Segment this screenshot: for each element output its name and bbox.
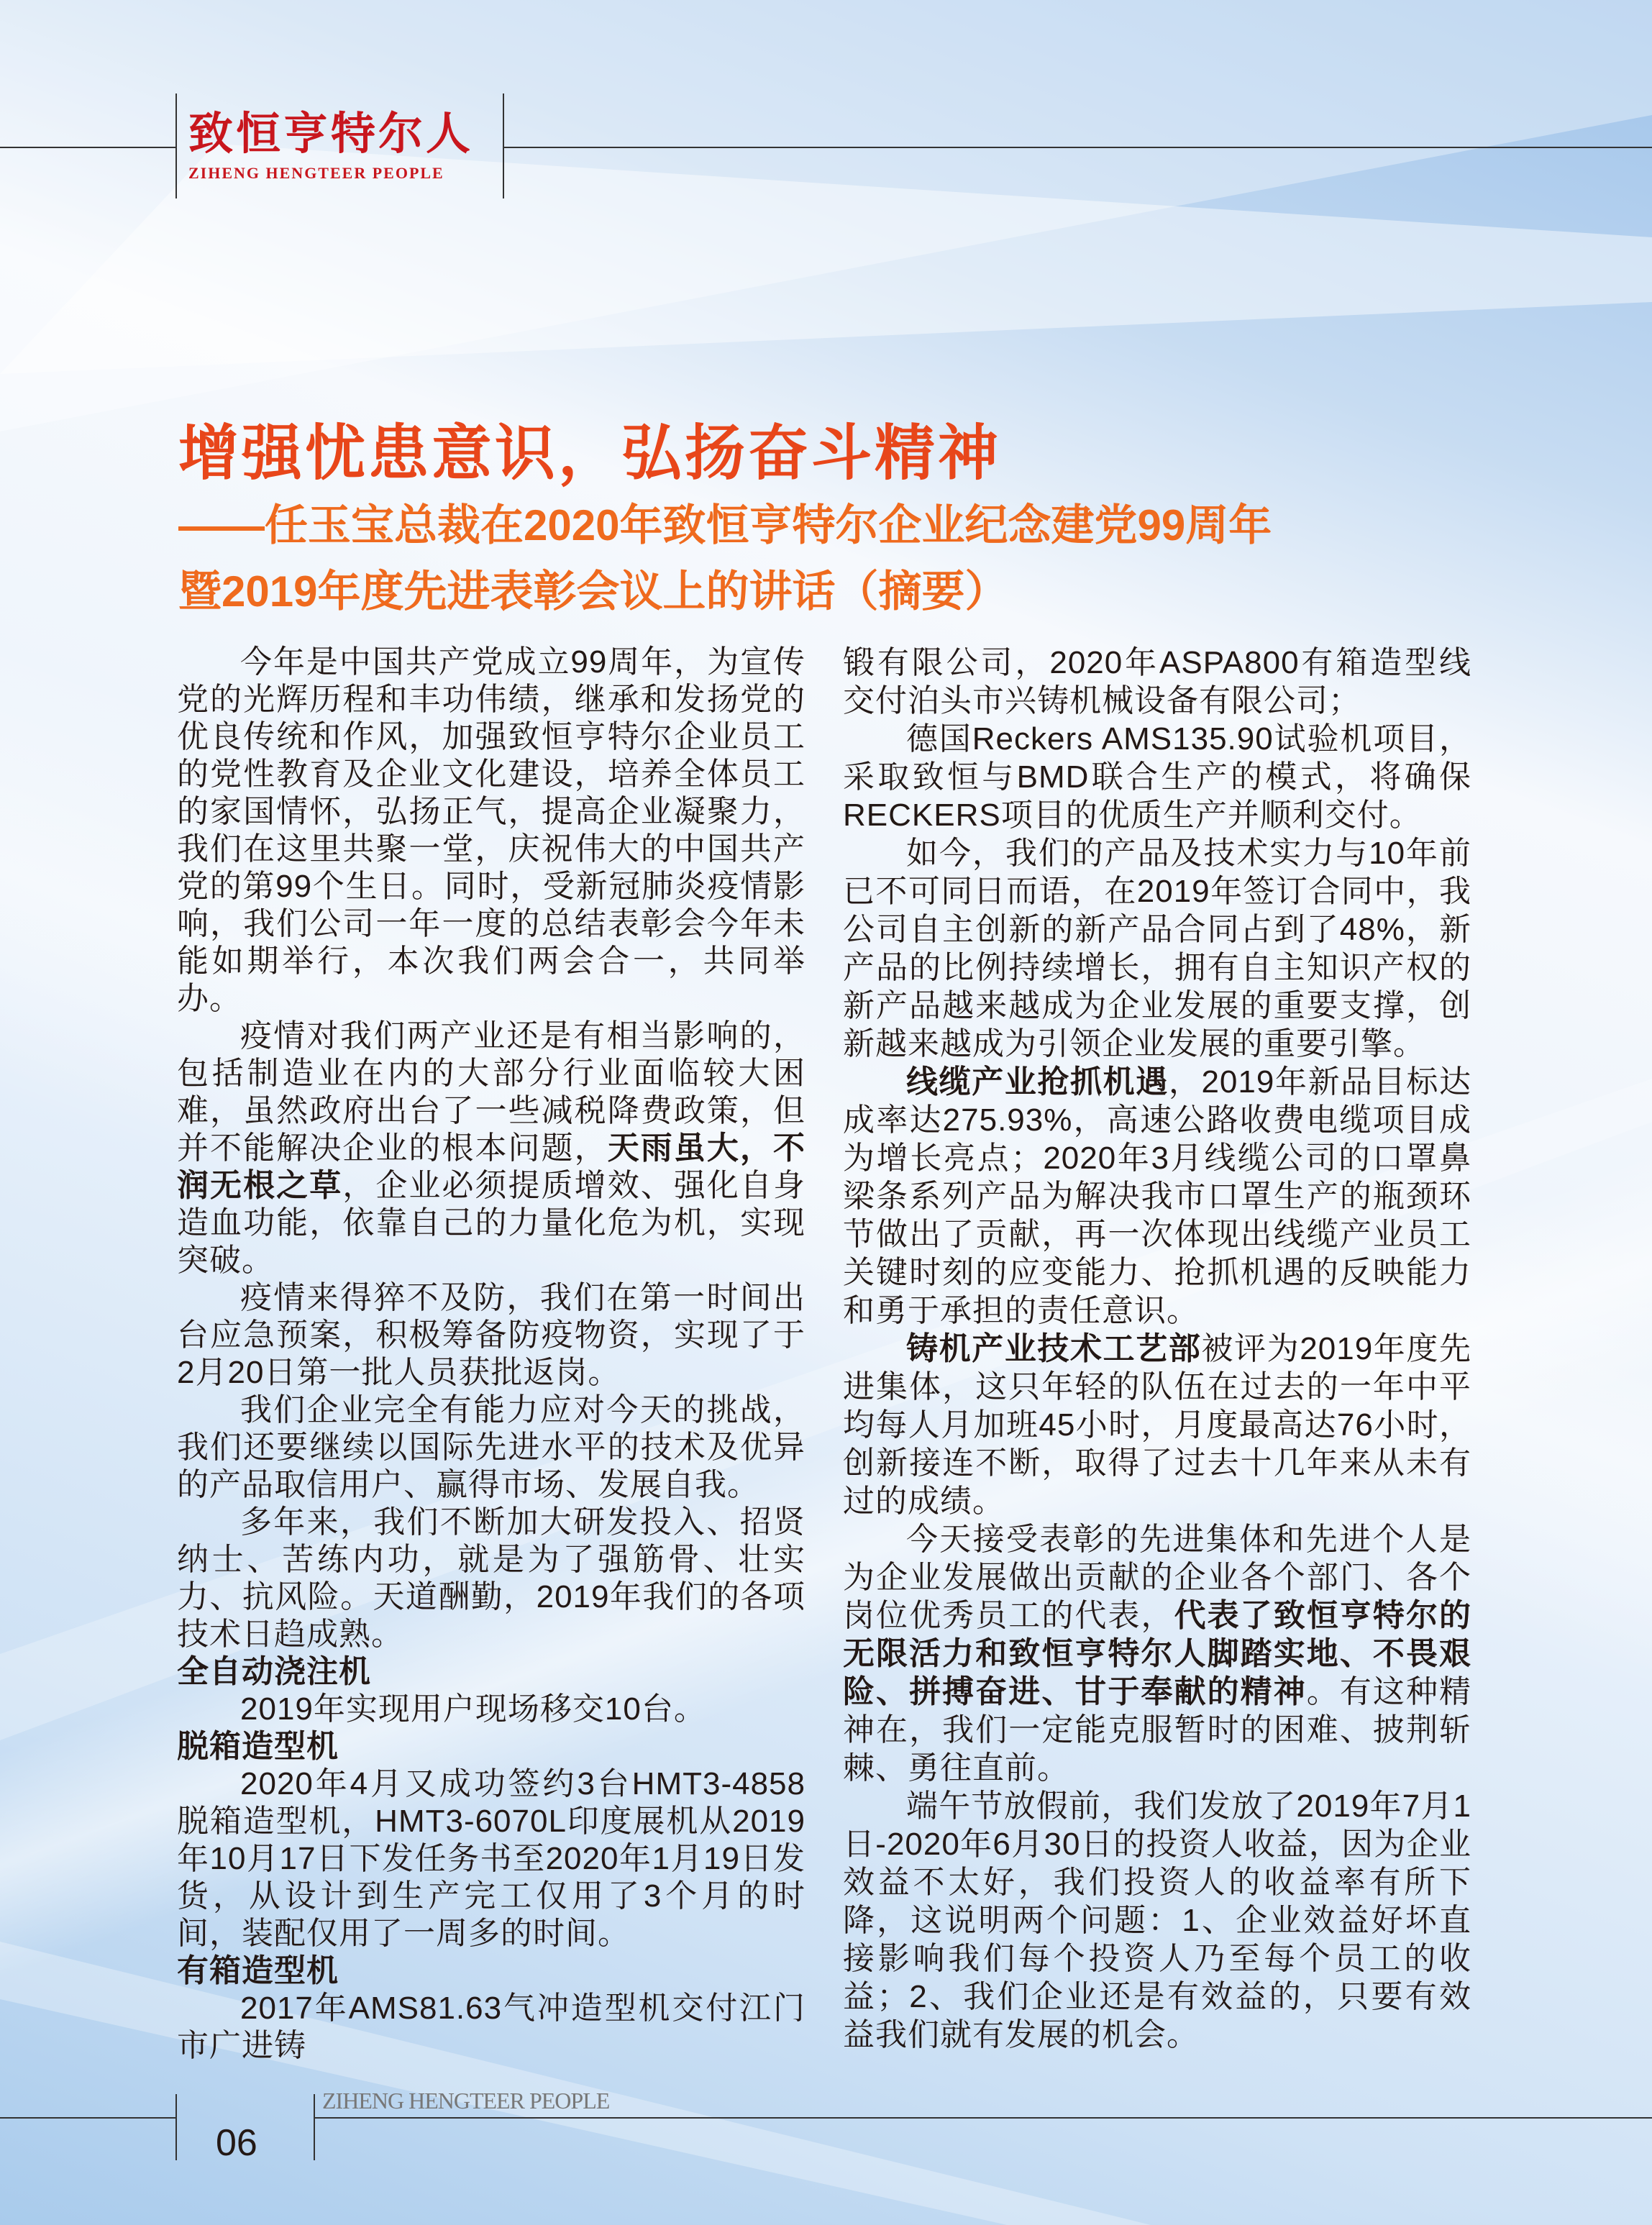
- bold-text: 铸机产业技术工艺部: [906, 1331, 1202, 1366]
- magazine-logo: [188, 105, 498, 196]
- paragraph: [843, 834, 1471, 1063]
- text-segment: 。有这种精神在，我们一定能克服暂时的困难、披荆斩棘、勇往直前。: [843, 1674, 1472, 1786]
- header-rule-right: [503, 147, 1652, 148]
- body-column-left: [177, 644, 806, 2065]
- section-heading: [177, 1653, 806, 1691]
- paragraph: [177, 1765, 806, 1952]
- paragraph: [177, 1504, 806, 1653]
- text-segment: 多年来，我们不断加大研发投入、招贤纳士、苦练内功，就是为了强筋骨、壮实力、抗风险。天道酬勤，2019年我们的各项技术日趋成熟。: [177, 1504, 806, 1652]
- footer-divider-left: [175, 2094, 177, 2160]
- logo-english: ZIHENG HENGTEER PEOPLE: [188, 164, 444, 182]
- paragraph: [177, 1990, 806, 2065]
- article-subtitle-line2: 暨2019年度先进表彰会议上的讲话（摘要）: [178, 567, 1008, 616]
- text-segment: 全自动浇注机: [177, 1654, 371, 1689]
- text-segment: 疫情对我们两产业还是有相当影响的，包括制造业在内的大部分行业面临较大困难，虽然政府出台了一些减税降费政策，但并不能解决企业的根本问题，: [177, 1018, 806, 1166]
- section-heading: [177, 1728, 806, 1765]
- article-title-block: [178, 414, 1602, 625]
- logo-chinese: 致恒亨特尔人: [188, 107, 474, 160]
- paragraph: [177, 1392, 806, 1504]
- footer-divider-right: [314, 2094, 315, 2160]
- article-title: 增强忧患意识，弘扬奋斗精神: [178, 419, 1002, 487]
- text-segment: 如今，我们的产品及技术实力与10年前已不可同日而语，在2019年签订合同中，我公司自主创新的新产品合同占到了48%，新产品的比例持续增长，拥有自主知识产权的新产品越来越成为企业发展的重要支撑，创新越来越成为引领企业发展的重要引擎。: [843, 836, 1471, 1061]
- page-number: 06: [216, 2122, 257, 2164]
- bold-text: 代表了致恒亨特尔的无限活力和致恒亨特尔人脚踏实地、不畏艰险、拼搏奋进、甘于奉献的精神: [843, 1598, 1472, 1709]
- paragraph: [843, 1520, 1471, 1787]
- text-segment: 2020年4月又成功签约3台HMT3-4858脱箱造型机，HMT3-6070L印度展机从2019年10月17日下发任务书至2020年1月19日发货，从设计到生产完工仅用了3个月的时间，装配仅用了一周多的时间。: [177, 1766, 806, 1951]
- footer-rule-left: [0, 2117, 176, 2119]
- text-segment: 端午节放假前，我们发放了2019年7月1日-2020年6月30日的投资人收益，因为企业效益不太好，我们投资人的收益率有所下降，这说明两个问题：1、企业效益好坏直接影响我们每个投资人乃至每个员工的收益；2、我们企业还是有效益的，只要有效益我们就有发展的机会。: [843, 1788, 1471, 2052]
- footer-brand: ZIHENG HENGTEER PEOPLE: [322, 2088, 610, 2114]
- text-segment: 被评为2019年度先进集体，这只年轻的队伍在过去的一年中平均每人月加班45小时，月度最高达76小时，创新接连不断，取得了过去十几年来从未有过的成绩。: [843, 1331, 1471, 1519]
- header-rule-left: [0, 147, 176, 148]
- paragraph: [177, 1279, 806, 1392]
- bold-text: 天雨虽大，不润无根之草: [177, 1130, 806, 1203]
- paragraph: [177, 1691, 806, 1728]
- text-segment: 2019年实现用户现场移交10台。: [240, 1691, 706, 1727]
- paragraph: [177, 1018, 806, 1279]
- body-column-right: [843, 644, 1471, 2054]
- paragraph: [843, 720, 1471, 834]
- paragraph: [177, 644, 806, 1018]
- section-heading: [177, 1952, 806, 1990]
- text-segment: 疫情来得猝不及防，我们在第一时间出台应急预案，积极筹备防疫物资，实现了于2月20日第一批人员获批返岗。: [177, 1280, 806, 1390]
- text-segment: 今天接受表彰的先进集体和先进个人是为企业发展做出贡献的企业各个部门、各个岗位优秀员工的代表，: [843, 1522, 1471, 1633]
- text-segment: 德国Reckers AMS135.90试验机项目，采取致恒与BMD联合生产的模式，将确保RECKERS项目的优质生产并顺利交付。: [843, 721, 1471, 833]
- text-segment: 2017年AMS81.63气冲造型机交付江门市广进铸: [177, 1991, 806, 2063]
- paragraph: [843, 1063, 1471, 1330]
- paragraph: [843, 1787, 1471, 2054]
- text-segment: ，2019年新品目标达成率达275.93%，高速公路收费电缆项目成为增长亮点；2020年3月线缆公司的口罩鼻梁条系列产品为解决我市口罩生产的瓶颈环节做出了贡献，再一次体现出线缆产业员工关键时刻的应变能力、抢抓机遇的反映能力和勇于承担的责任意识。: [843, 1064, 1471, 1328]
- bold-text: 线缆产业抢抓机遇: [906, 1064, 1169, 1100]
- text-segment: 脱箱造型机: [177, 1729, 339, 1764]
- text-segment: 锻有限公司，2020年ASPA800有箱造型线交付泊头市兴铸机械设备有限公司；: [843, 645, 1471, 718]
- text-segment: 今年是中国共产党成立99周年，为宣传党的光辉历程和丰功伟绩，继承和发扬党的优良传统和作风，加强致恒亨特尔企业员工的党性教育及企业文化建设，培养全体员工的家国情怀，弘扬正气，提高企业凝聚力，我们在这里共聚一堂，庆祝伟大的中国共产党的第99个生日。同时，受新冠肺炎疫情影响，我们公司一年一度的总结表彰会今年未能如期举行，本次我们两会合一，共同举办。: [177, 644, 806, 1016]
- paragraph: [843, 1330, 1471, 1520]
- text-segment: ，企业必须提质增效、强化自身造血功能，依靠自己的力量化危为机，实现突破。: [177, 1168, 806, 1278]
- header-divider-left: [175, 93, 177, 198]
- header-divider-right: [503, 93, 504, 198]
- paragraph: [843, 644, 1471, 720]
- footer-rule-right: [314, 2117, 1652, 2119]
- article-subtitle-line1: ——任玉宝总裁在2020年致恒亨特尔企业纪念建党99周年: [178, 501, 1272, 549]
- text-segment: 有箱造型机: [177, 1953, 339, 1988]
- text-segment: 我们企业完全有能力应对今天的挑战，我们还要继续以国际先进水平的技术及优异的产品取信用户、赢得市场、发展自我。: [177, 1392, 806, 1502]
